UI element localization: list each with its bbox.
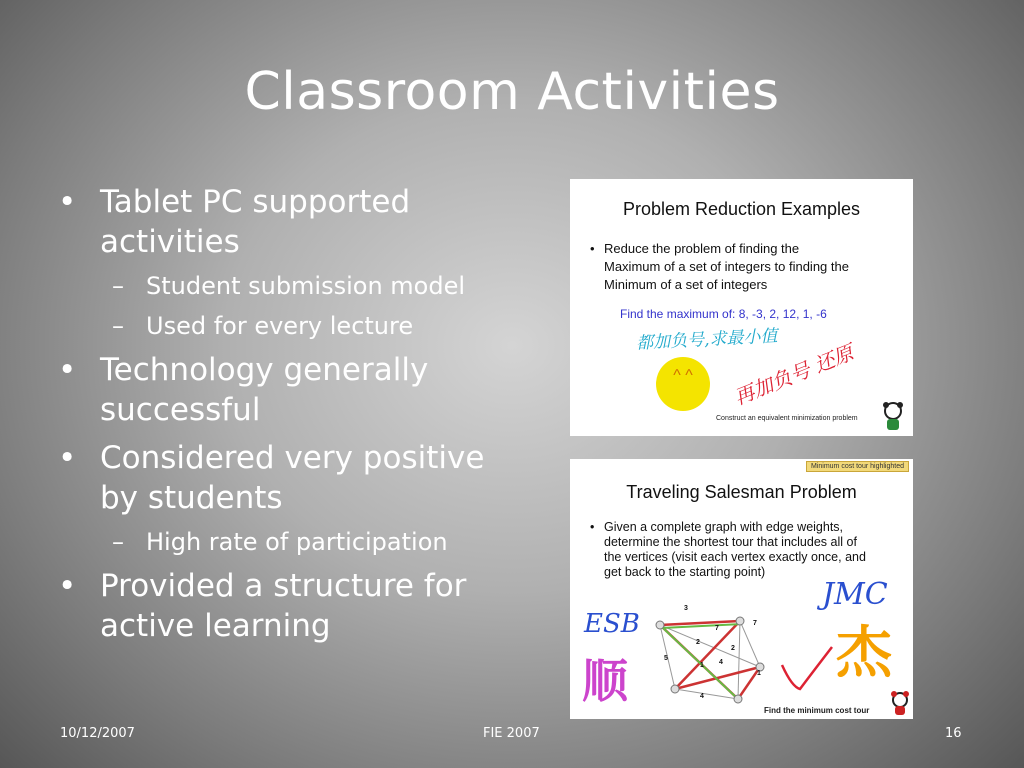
sub-bullet-submission bbox=[58, 270, 498, 302]
edge-weight: 5 bbox=[664, 655, 668, 662]
panel-bullet-line: get back to the starting point) bbox=[604, 565, 766, 579]
edge-weight: 3 bbox=[684, 605, 688, 612]
sub-bullet-text: Used for every lecture bbox=[146, 312, 414, 340]
panel-caption: Construct an equivalent minimization problem bbox=[716, 415, 858, 422]
bullet-dot: • bbox=[58, 352, 77, 388]
panel-bullet bbox=[590, 520, 909, 580]
panel-bullet-line: Maximum of a set of integers to finding the bbox=[604, 259, 849, 274]
panel-bullet-line: Minimum of a set of integers bbox=[604, 277, 768, 292]
bullet-text-line: successful bbox=[100, 392, 261, 428]
edge-weight: 7 bbox=[753, 620, 757, 627]
bullet-dot: • bbox=[590, 241, 595, 256]
edge-weight: 7 bbox=[715, 625, 719, 632]
bullet-dot: • bbox=[58, 184, 77, 220]
mascot-icon bbox=[878, 401, 908, 433]
bullet-tablet bbox=[58, 182, 498, 262]
panel-title: Problem Reduction Examples bbox=[622, 199, 861, 219]
edge-weight: 1 bbox=[757, 670, 761, 677]
bullet-text-line: by students bbox=[100, 480, 283, 516]
sub-bullet-text: Student submission model bbox=[146, 272, 466, 300]
sub-bullet-dash: – bbox=[112, 312, 124, 340]
bullet-dot: • bbox=[590, 520, 595, 534]
panel-bullet-line: determine the shortest tour that includes all of bbox=[604, 535, 857, 549]
edge-weight: 1 bbox=[700, 662, 704, 669]
find-maximum-text: Find the maximum of: 8, -3, 2, 12, 1, -6 bbox=[620, 307, 827, 321]
smiley-face-icon: ^ ^ bbox=[656, 357, 710, 411]
sub-bullet-participation bbox=[58, 526, 498, 558]
problem-reduction-screenshot bbox=[570, 179, 913, 436]
tsp-graph bbox=[650, 599, 770, 709]
panel-title: Traveling Salesman Problem bbox=[626, 482, 857, 502]
handwritten-jmc: JMC bbox=[822, 577, 888, 612]
bullet-dot: • bbox=[58, 440, 77, 476]
edge-weight: 4 bbox=[719, 659, 723, 666]
bullet-text-line: Tablet PC supported bbox=[100, 184, 411, 220]
bullet-positive bbox=[58, 438, 498, 518]
bullet-technology bbox=[58, 350, 498, 430]
panel-bullet-line: Reduce the problem of finding the bbox=[604, 241, 800, 256]
handwritten-chinese-pink: 顺 bbox=[582, 654, 628, 708]
highlight-tag: Minimum cost tour highlighted bbox=[806, 461, 909, 472]
sub-bullet-text: High rate of participation bbox=[146, 528, 448, 556]
edge-weight: 4 bbox=[700, 693, 704, 700]
bullet-text-line: activities bbox=[100, 224, 240, 260]
handwritten-note-red: 再加负号 还原 bbox=[730, 340, 857, 410]
edge-weight: 2 bbox=[731, 645, 735, 652]
bullet-text-line: active learning bbox=[100, 608, 331, 644]
bullet-structure bbox=[58, 566, 498, 646]
handwritten-checkmark bbox=[778, 643, 836, 693]
bullet-text-line: Technology generally bbox=[100, 352, 429, 388]
slide-number: 16 bbox=[945, 726, 962, 741]
edge-weight: 2 bbox=[696, 639, 700, 646]
bullet-dot: • bbox=[58, 568, 77, 604]
handwritten-esb: ESB bbox=[584, 609, 640, 639]
handwritten-chinese-orange: 杰 bbox=[836, 620, 892, 686]
panel-bullet-line: Given a complete graph with edge weights, bbox=[604, 520, 844, 534]
slide-title: Classroom Activities bbox=[244, 62, 780, 122]
sub-bullet-every-lecture bbox=[58, 310, 498, 342]
sub-bullet-dash: – bbox=[112, 272, 124, 300]
footer-date: 10/12/2007 bbox=[60, 726, 135, 741]
bullet-list bbox=[58, 182, 498, 654]
panel-bullet-line: the vertices (visit each vertex exactly once, and bbox=[604, 550, 866, 564]
traveling-salesman-screenshot bbox=[570, 459, 913, 719]
bullet-text-line: Considered very positive bbox=[100, 440, 485, 476]
sub-bullet-dash: – bbox=[112, 528, 124, 556]
mascot-icon bbox=[888, 691, 912, 717]
panel-caption: Find the minimum cost tour bbox=[764, 706, 870, 715]
footer-center: FIE 2007 bbox=[483, 726, 540, 741]
panel-bullet bbox=[590, 240, 904, 294]
bullet-text-line: Provided a structure for bbox=[100, 568, 467, 604]
handwritten-note-cyan: 都加负号,求最小值 bbox=[635, 326, 778, 354]
